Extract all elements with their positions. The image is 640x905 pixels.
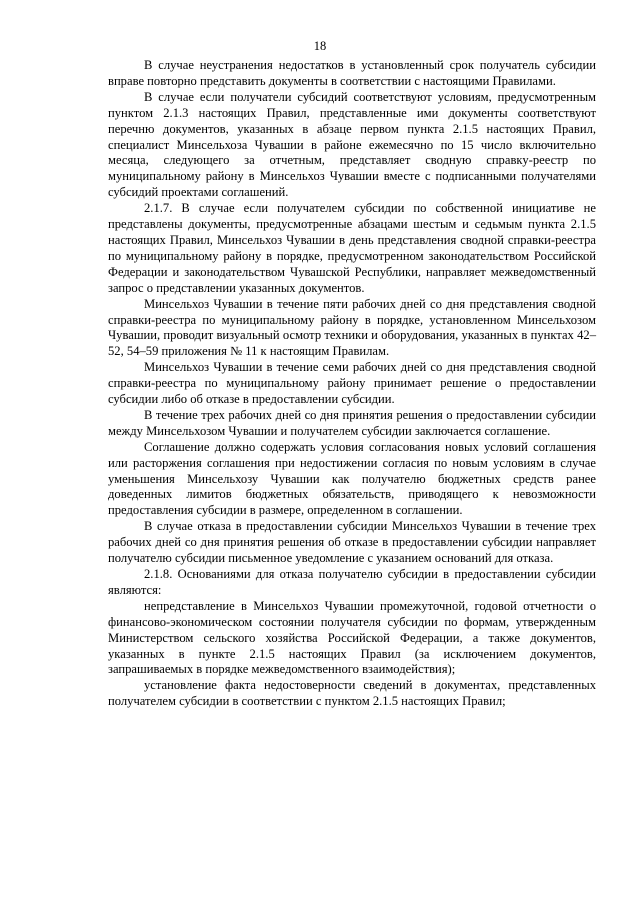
page-number: 18: [313, 39, 327, 53]
paragraph-summary-registry: В случае если получатели субсидий соответствуют условиям, предусмотренным пунктом 2.1.3 настоящих Правил, представленные ими документы соответствуют перечню документов, указанных в абзаце первом пункта 2.1.5 настоящих Правил, специалист Минсельхоза Чувашии в районе ежемесячно по 15 число включительно месяца, следующего за отчетным, представляет сводную справку-реестр по муниципальному району в Минсельхоз Чувашии вместе с подписанными получателями субсидий проектами соглашений.: [108, 89, 596, 200]
paragraph-ground-inaccuracy: установление факта недостоверности сведений в документах, представленных получателем субсидии в соответствии с пунктом 2.1.5 настоящих Правил;: [108, 678, 596, 709]
paragraph-refusal-notice: В случае отказа в предоставлении субсидии Минсельхоз Чувашии в течение трех рабочих дней со дня принятия решения об отказе в предоставлении субсидии направляет получателю субсидии письменное уведомление с указанием оснований для отказа.: [108, 519, 596, 566]
paragraph-agreement: В течение трех рабочих дней со дня принятия решения о предоставлении субсидии между Минсельхозом Чувашии и получателем субсидии заключается соглашение.: [108, 407, 596, 438]
paragraph-ground-nonsubmission: непредставление в Минсельхоз Чувашии промежуточной, годовой отчетности о финансово-экономическом состоянии получателя субсидии по формам, утвержденным Министерством сельского хозяйства Российской Федерации, а также документов, указанных в пункте 2.1.5 настоящих Правил (за исключением документов, запрашиваемых в порядке межведомственного взаимодействия);: [108, 598, 596, 677]
paragraph-interagency-request: 2.1.7. В случае если получателем субсидии по собственной инициативе не представлены документы, предусмотренные абзацами шестым и седьмым пункта 2.1.5 настоящих Правил, Минсельхоз Чувашии в день представления сводной справки-реестра по муниципальному району в порядке, предусмотренном законодательством Российской Федерации и законодательством Чувашской Республики, направляет межведомственный запрос о представлении указанных документов.: [108, 201, 596, 295]
paragraph-resubmission: В случае неустранения недостатков в установленный срок получатель субсидии вправе повторно представить документы в соответствии с настоящими Правилами.: [108, 58, 596, 88]
paragraph-decision: Минсельхоз Чувашии в течение семи рабочих дней со дня представления сводной справки-реестра по муниципальному району принимает решение о предоставлении субсидии либо об отказе в предоставлении субсидии.: [108, 360, 596, 407]
paragraph-refusal-grounds: 2.1.8. Основаниями для отказа получателю субсидии в предоставлении субсидии являются:: [108, 567, 596, 597]
document-body: [108, 58, 596, 710]
paragraph-visual-inspection: Минсельхоз Чувашии в течение пяти рабочих дней со дня представления сводной справки-реестра по муниципальному району в порядке, установленном Минсельхозом Чувашии, проводит визуальный осмотр техники и оборудования, указанных в пунктах 42–52, 54–59 приложения № 11 к настоящим Правилам.: [108, 296, 596, 359]
paragraph-agreement-terms: Соглашение должно содержать условия согласования новых условий соглашения или расторжения соглашения при недостижении согласия по новым условиям в случае уменьшения Минсельхозу Чувашии как получателю бюджетных средств ранее доведенных лимитов бюджетных обязательств, приводящего к невозможности предоставления субсидии в размере, определенном в соглашении.: [108, 439, 596, 518]
